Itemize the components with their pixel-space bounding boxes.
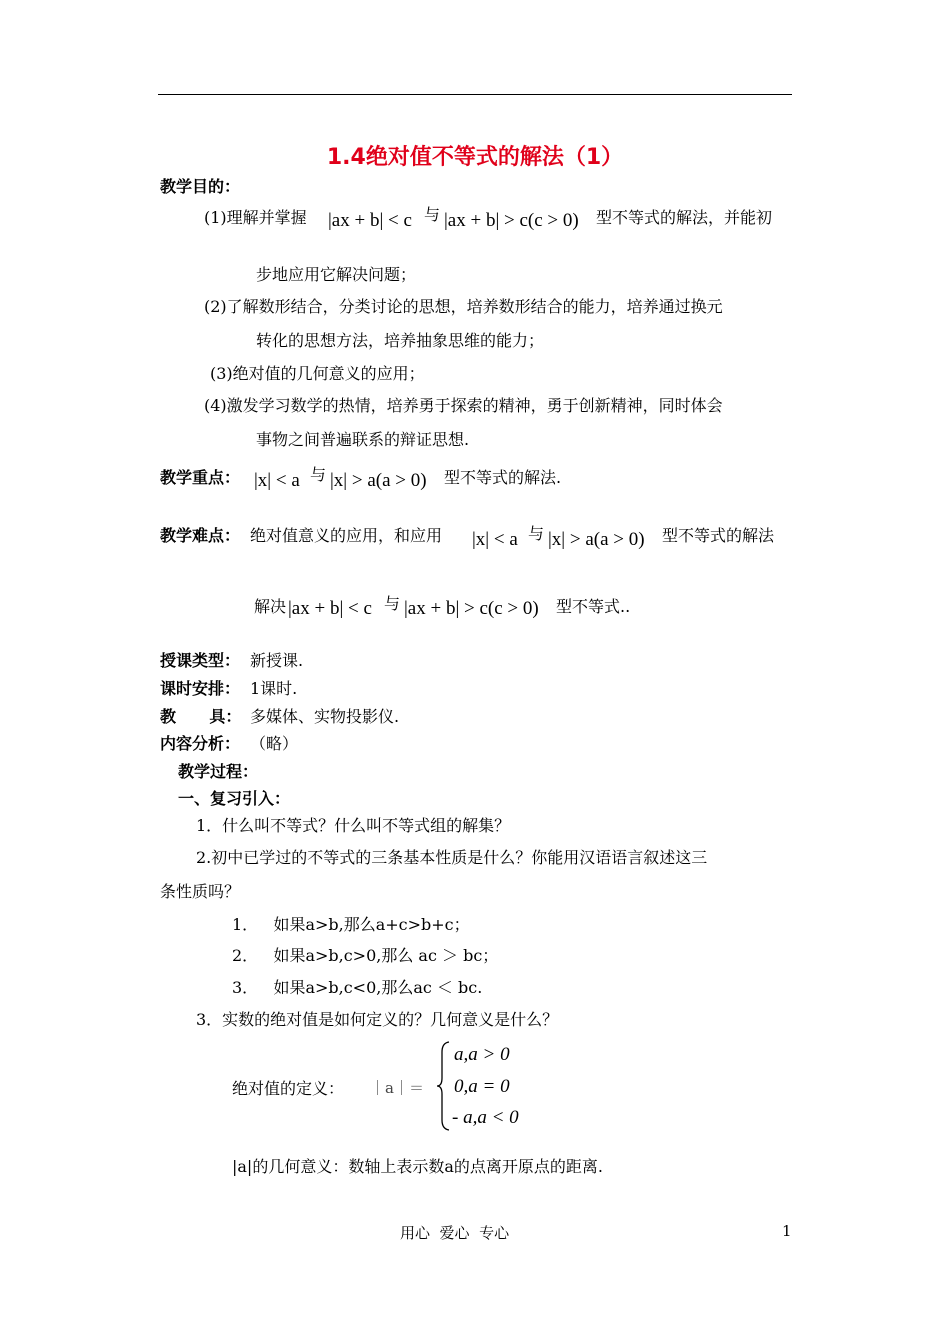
objective-4-text: (4)激发学习数学的热情，培养勇于探索的精神，勇于创新精神，同时体会 xyxy=(204,396,723,415)
objective-1-text: (1)理解并掌握 xyxy=(204,208,307,227)
property-3: 3． 如果a>b,c<0,那么ac ＜ bc. xyxy=(232,978,483,997)
tools-value: 多媒体、实物投影仪. xyxy=(250,707,400,726)
geometric-meaning: |a|的几何意义：数轴上表示数a的点离开原点的距离. xyxy=(232,1157,603,1176)
objective-2-text: (2)了解数形结合，分类讨论的思想，培养数形结合的能力，培养通过换元 xyxy=(204,297,723,316)
hours-value: 1课时. xyxy=(250,679,298,698)
section-1-heading: 一、复习引入： xyxy=(178,789,291,808)
type-value: 新授课. xyxy=(250,651,304,670)
header-rule xyxy=(158,94,792,95)
property-1: 1． 如果a>b,那么a+c>b+c； xyxy=(232,915,470,934)
process-heading: 教学过程： xyxy=(178,762,259,781)
footer-slogan: 用心 爱心 专心 xyxy=(400,1224,510,1242)
objective-1-math-2: |ax + b| > c(c > 0) xyxy=(444,210,579,231)
objective-1-cont: 步地应用它解决问题； xyxy=(256,265,417,284)
definition-label: 绝对值的定义： xyxy=(232,1079,345,1098)
definition-case-3: - a,a < 0 xyxy=(452,1107,519,1128)
difficulties-conj-1: 与 xyxy=(528,524,545,543)
objective-1-math-1: |ax + b| < c xyxy=(328,210,412,231)
difficulties-label: 教学难点： xyxy=(160,526,241,545)
objectives-heading: 教学目的： xyxy=(160,177,241,196)
question-2: 2.初中已学过的不等式的三条基本性质是什么？你能用汉语语言叙述这三 xyxy=(196,848,708,867)
key-points-tail: 型不等式的解法. xyxy=(444,468,562,487)
difficulties-math-3: |ax + b| < c xyxy=(288,598,372,619)
analysis-label: 内容分析： xyxy=(160,734,241,753)
question-3: 3．实数的绝对值是如何定义的？几何意义是什么？ xyxy=(196,1010,559,1029)
difficulties-tail-1: 型不等式的解法 xyxy=(662,526,775,545)
definition-brace xyxy=(436,1040,452,1132)
key-points-label: 教学重点： xyxy=(160,468,241,487)
key-points-math-1: |x| < a xyxy=(254,470,300,491)
tools-label: 教 具： xyxy=(160,707,242,726)
page-title: 1.4绝对值不等式的解法（1） xyxy=(326,145,624,170)
property-2: 2． 如果a>b,c>0,那么 ac ＞ bc； xyxy=(232,946,499,965)
objective-1-conj: 与 xyxy=(424,205,441,224)
hours-label: 课时安排： xyxy=(160,679,241,698)
question-1: 1．什么叫不等式？什么叫不等式组的解集？ xyxy=(196,816,511,835)
page-number: 1 xyxy=(782,1222,792,1240)
definition-abs: ｜a｜＝ xyxy=(370,1079,424,1097)
question-2-cont: 条性质吗？ xyxy=(160,882,241,901)
difficulties-math-2: |x| > a(a > 0) xyxy=(548,529,645,550)
difficulties-math-4: |ax + b| > c(c > 0) xyxy=(404,598,539,619)
key-points-math-2: |x| > a(a > 0) xyxy=(330,470,427,491)
key-points-conj: 与 xyxy=(310,465,327,484)
difficulties-text-2: 解决 xyxy=(254,597,287,616)
difficulties-text-1: 绝对值意义的应用，和应用 xyxy=(250,526,443,545)
analysis-value: （略） xyxy=(250,734,299,753)
objective-3-text: (3)绝对值的几何意义的应用； xyxy=(210,364,425,383)
difficulties-tail-2: 型不等式.. xyxy=(556,597,631,616)
objective-2-cont: 转化的思想方法，培养抽象思维的能力； xyxy=(256,331,545,350)
definition-case-1: a,a > 0 xyxy=(454,1044,510,1065)
objective-4-cont: 事物之间普遍联系的辩证思想. xyxy=(256,430,470,449)
type-label: 授课类型： xyxy=(160,651,241,670)
definition-case-2: 0,a = 0 xyxy=(454,1076,510,1097)
difficulties-conj-2: 与 xyxy=(384,594,401,613)
difficulties-math-1: |x| < a xyxy=(472,529,518,550)
objective-1-tail: 型不等式的解法，并能初 xyxy=(596,208,773,227)
